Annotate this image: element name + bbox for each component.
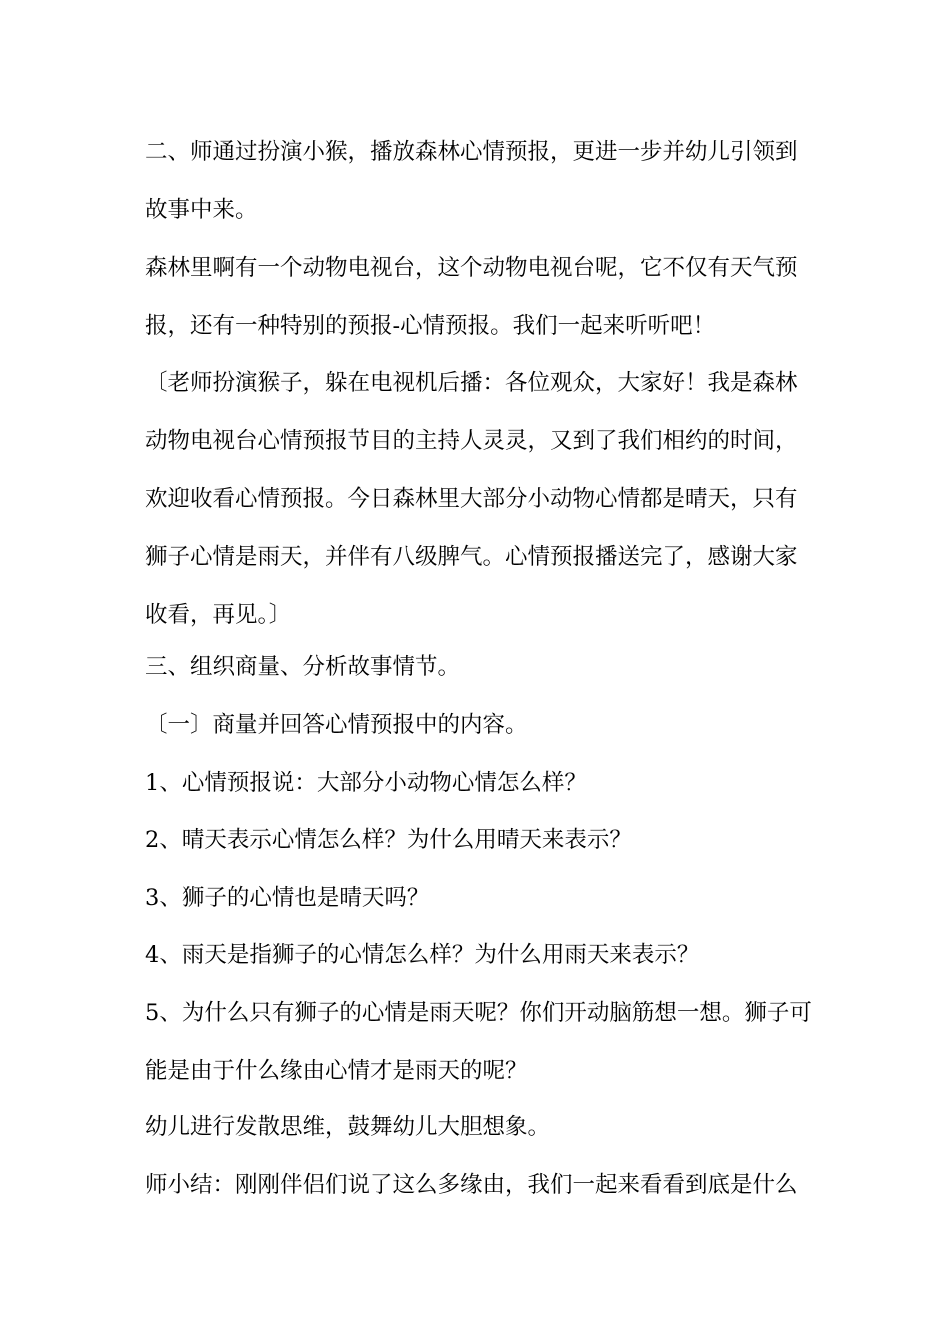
question-5: 5、为什么只有狮子的心情是雨天呢？你们开动脑筋想一想。狮子可能是由于什么缘由心情才是雨天的呢？ xyxy=(145,1000,812,1084)
question-2: 2、晴天表示心情怎么样？为什么用晴天来表示？ xyxy=(145,827,632,853)
script-paragraph: 〔老师扮演猴子，躲在电视机后播：各位观众，大家好！我是森林动物电视台心情预报节目的主持人灵灵，又到了我们相约的时间，欢迎收看心情预报。今日森林里大部分小动物心情都是晴天，只有狮子心情是雨天，并伴有八级脾气。心情预报播送完了，感谢大家收看，再见。〕 xyxy=(145,370,798,628)
question-4: 4、雨天是指狮子的心情怎么样？为什么用雨天来表示？ xyxy=(145,942,700,968)
section-two-heading: 二、师通过扮演小猴，播放森林心情预报，更进一步并幼儿引领到故事中来。 xyxy=(145,139,798,223)
section-three-heading: 三、组织商量、分析故事情节。 xyxy=(145,654,461,680)
intro-paragraph: 森林里啊有一个动物电视台，这个动物电视台呢，它不仅有天气预报，还有一种特别的预报-心情预报。我们一起来听听吧！ xyxy=(145,255,798,339)
question-1: 1、心情预报说：大部分小动物心情怎么样？ xyxy=(145,770,587,796)
question-3: 3、狮子的心情也是晴天吗？ xyxy=(145,885,430,911)
subsection-one-heading: 〔一〕商量并回答心情预报中的内容。 xyxy=(145,712,528,738)
activity-note: 幼儿进行发散思维，鼓舞幼儿大胆想象。 xyxy=(145,1114,551,1140)
teacher-summary: 师小结：刚刚伴侣们说了这么多缘由，我们一起来看看到底是什么 xyxy=(145,1172,798,1198)
